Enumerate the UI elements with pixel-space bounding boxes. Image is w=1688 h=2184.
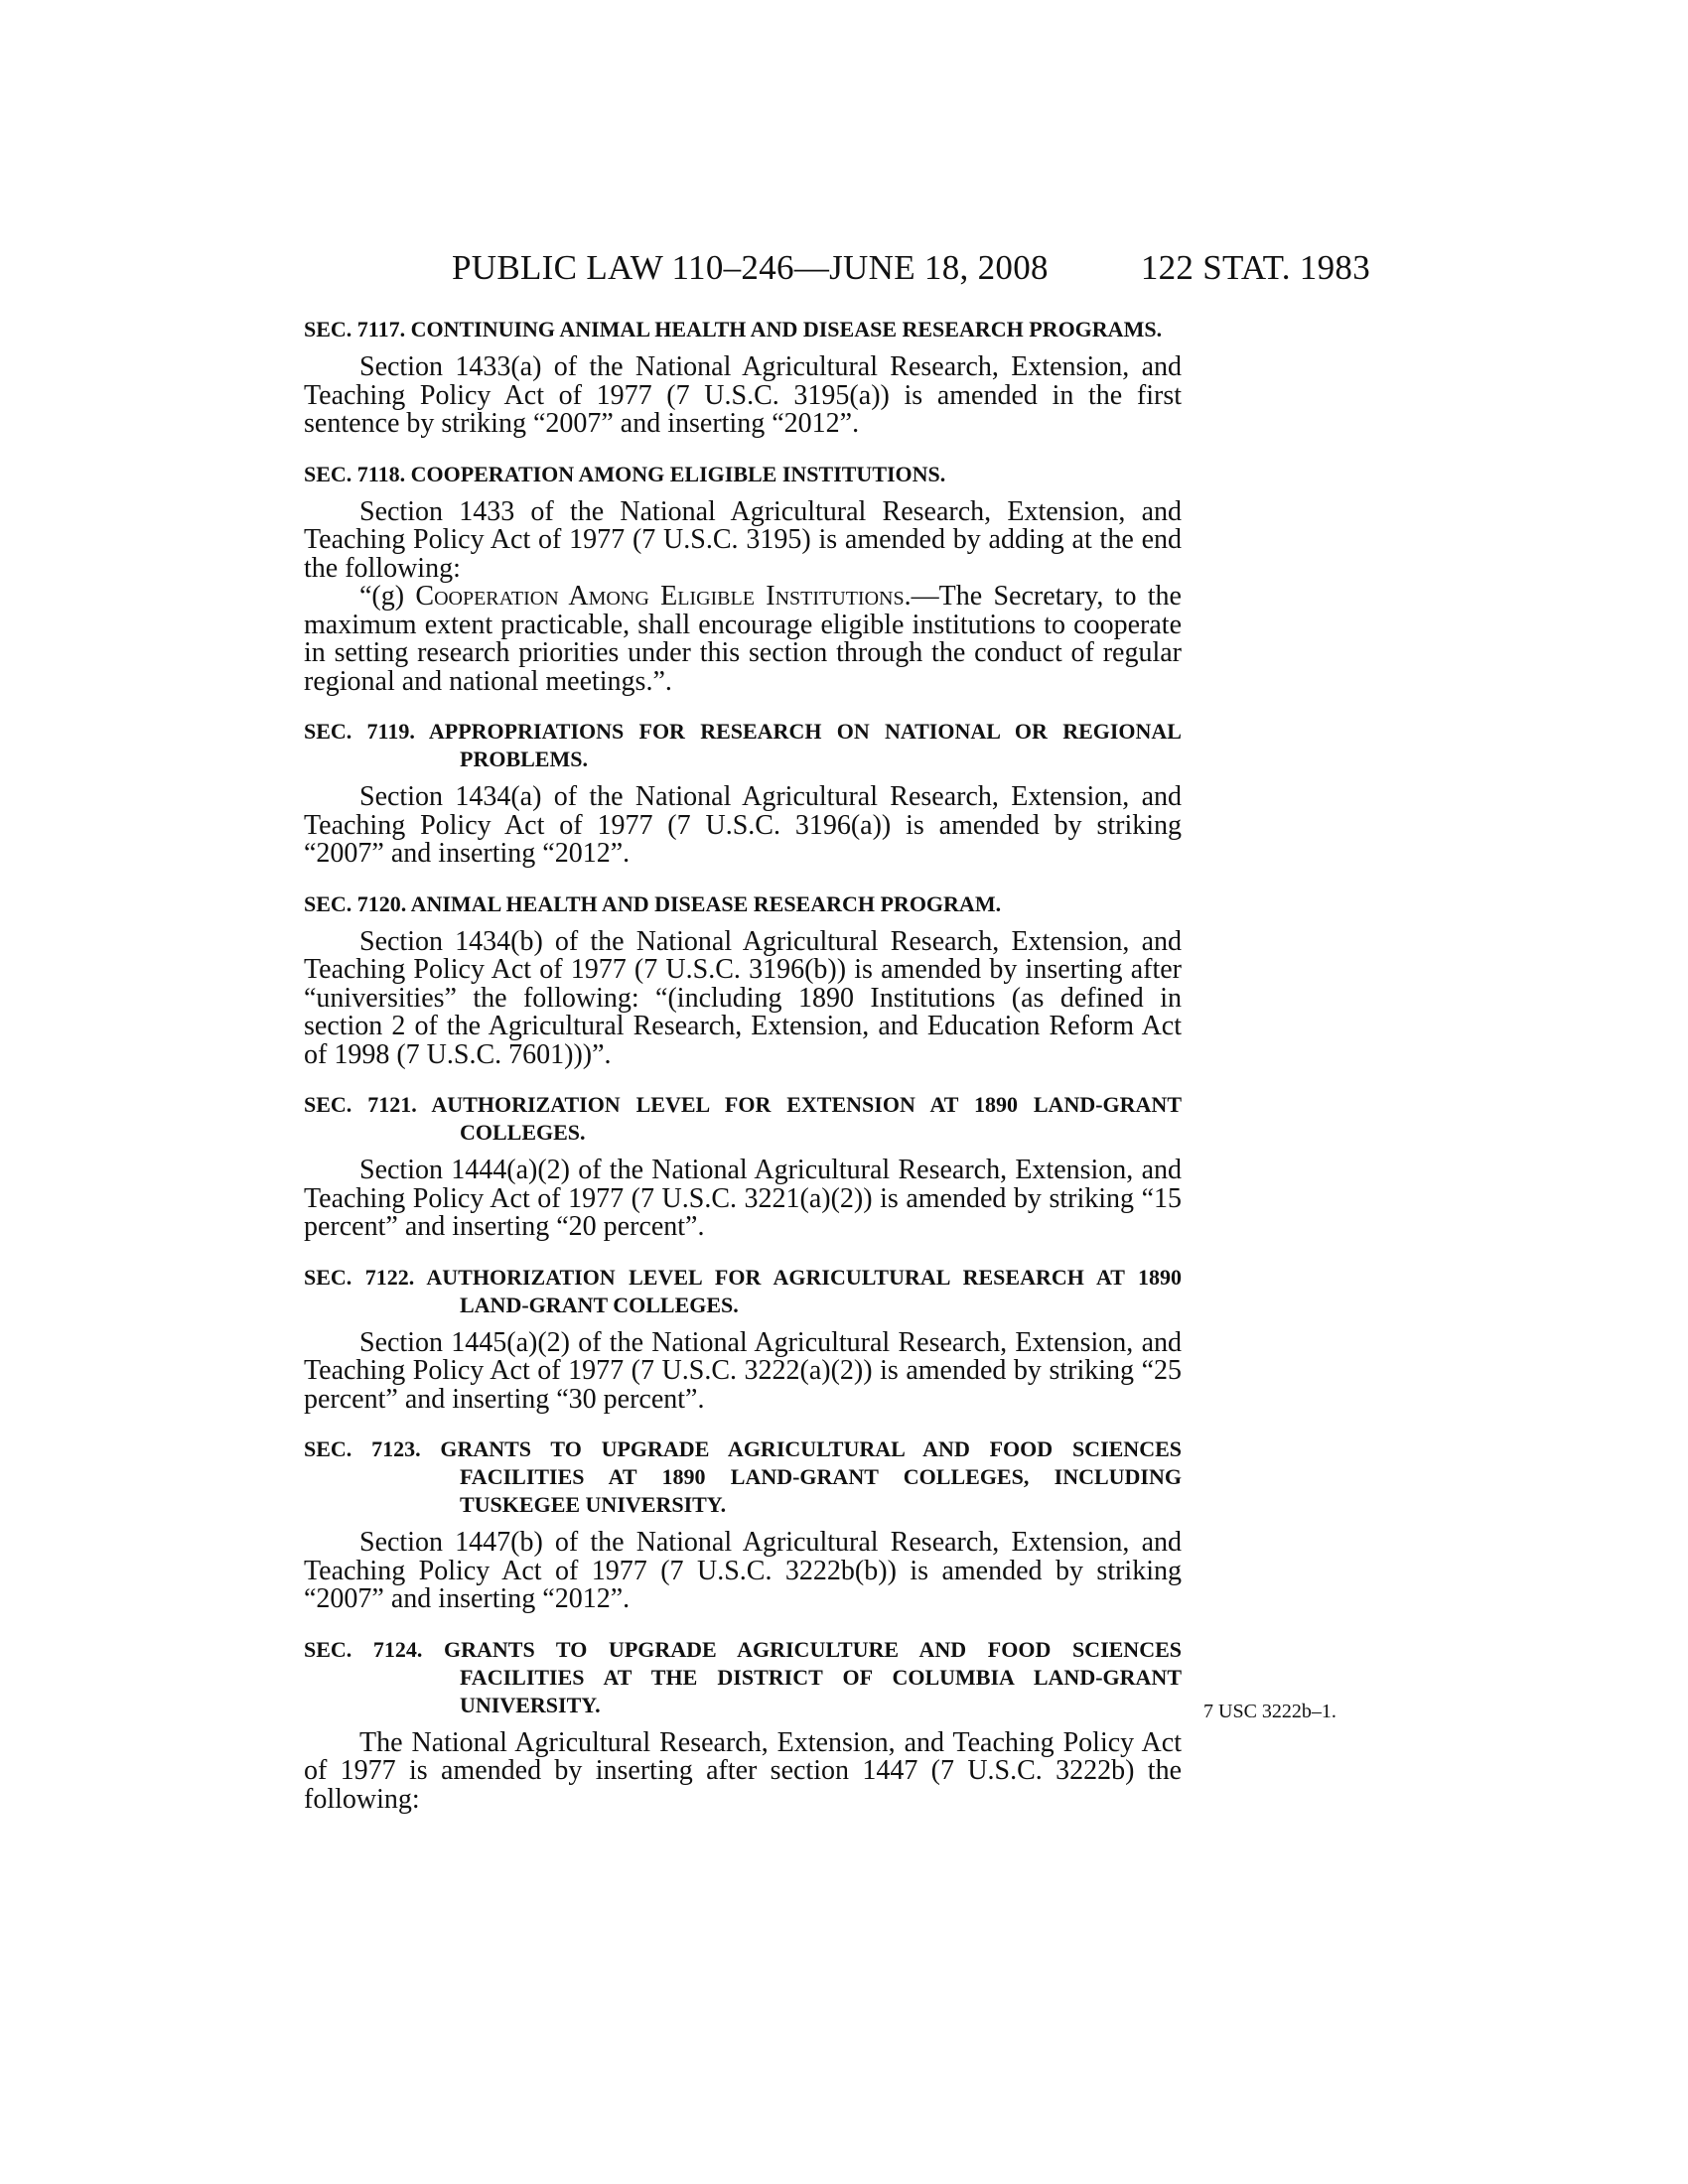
section-paragraph: Section 1434(b) of the National Agricultural Research, Extension, and Teaching Policy Act of 1977 (7 U.S.C. 3196(b)) is amended by inserting after “universities” the following: “(including 1890 Institutions (as defined in section 2 of the Agricultural Research, Extension, and Education Reform Act of 1998 (7 U.S.C. 7601)))”. <box>304 925 1182 1070</box>
quote-open: “(g) <box>359 581 416 612</box>
section-7121 <box>304 1091 1182 1242</box>
section-paragraph: Section 1434(a) of the National Agricultural Research, Extension, and Teaching Policy Act of 1977 (7 U.S.C. 3196(a)) is amended by striking “2007” and inserting “2012”. <box>304 781 1182 869</box>
document-body <box>304 316 1182 1814</box>
subsection-caption: Cooperation Among Eligible Institutions <box>415 581 905 612</box>
subsection-body: .—The Secretary, to the maximum extent practicable, shall encourage eligible institutions to cooperate in setting research priorities under this section through the conduct of regular regional and national meetings.”. <box>304 581 1182 697</box>
section-heading: SEC. 7121. AUTHORIZATION LEVEL FOR EXTENSION AT 1890 LAND-GRANT COLLEGES. <box>304 1092 1182 1145</box>
quoted-subsection <box>304 583 1182 696</box>
section-heading: SEC. 7123. GRANTS TO UPGRADE AGRICULTURAL AND FOOD SCIENCES FACILITIES AT 1890 LAND-GRANT COLLEGES, INCLUDING TUSKEGEE UNIVERSITY. <box>304 1436 1182 1517</box>
section-heading: SEC. 7117. CONTINUING ANIMAL HEALTH AND DISEASE RESEARCH PROGRAMS. <box>304 317 1163 341</box>
section-paragraph: Section 1433 of the National Agricultural Research, Extension, and Teaching Policy Act of 1977 (7 U.S.C. 3195) is amended by adding at the end the following: <box>304 495 1182 584</box>
section-heading: SEC. 7122. AUTHORIZATION LEVEL FOR AGRICULTURAL RESEARCH AT 1890 LAND-GRANT COLLEGES. <box>304 1264 1182 1317</box>
section-paragraph: Section 1445(a)(2) of the National Agricultural Research, Extension, and Teaching Policy Act of 1977 (7 U.S.C. 3222(a)(2)) is amended by striking “25 percent” and inserting “30 percent”. <box>304 1326 1182 1415</box>
law-citation: PUBLIC LAW 110–246—JUNE 18, 2008 <box>452 248 1049 287</box>
section-paragraph: Section 1433(a) of the National Agricultural Research, Extension, and Teaching Policy Act of 1977 (7 U.S.C. 3195(a)) is amended in the first sentence by striking “2007” and inserting “2012”. <box>304 351 1182 439</box>
section-7119 <box>304 718 1182 869</box>
section-paragraph: Section 1444(a)(2) of the National Agricultural Research, Extension, and Teaching Policy Act of 1977 (7 U.S.C. 3221(a)(2)) is amended by striking “15 percent” and inserting “20 percent”. <box>304 1155 1182 1242</box>
section-7120 <box>304 890 1182 1070</box>
section-heading: SEC. 7124. GRANTS TO UPGRADE AGRICULTURE AND FOOD SCIENCES FACILITIES AT THE DISTRICT OF COLUMBIA LAND-GRANT UNIVERSITY. <box>304 1636 1182 1717</box>
margin-note: 7 USC 3222b–1. <box>1203 1701 1336 1722</box>
section-7117 <box>304 316 1182 439</box>
section-paragraph: The National Agricultural Research, Extension, and Teaching Policy Act of 1977 is amended by inserting after section 1447 (7 U.S.C. 3222b) the following: <box>304 1726 1182 1815</box>
page-header <box>452 248 1370 288</box>
section-7118 <box>304 461 1182 697</box>
statute-page-number: 122 STAT. 1983 <box>1140 248 1370 287</box>
section-7124 <box>304 1636 1182 1815</box>
section-7122 <box>304 1264 1182 1415</box>
section-heading: SEC. 7118. COOPERATION AMONG ELIGIBLE INSTITUTIONS. <box>304 461 946 486</box>
section-heading: SEC. 7120. ANIMAL HEALTH AND DISEASE RESEARCH PROGRAM. <box>304 890 1002 916</box>
section-heading: SEC. 7119. APPROPRIATIONS FOR RESEARCH ON NATIONAL OR REGIONAL PROBLEMS. <box>304 719 1182 771</box>
section-paragraph: Section 1447(b) of the National Agricultural Research, Extension, and Teaching Policy Act of 1977 (7 U.S.C. 3222b(b)) is amended by striking “2007” and inserting “2012”. <box>304 1527 1182 1614</box>
section-7123 <box>304 1435 1182 1614</box>
